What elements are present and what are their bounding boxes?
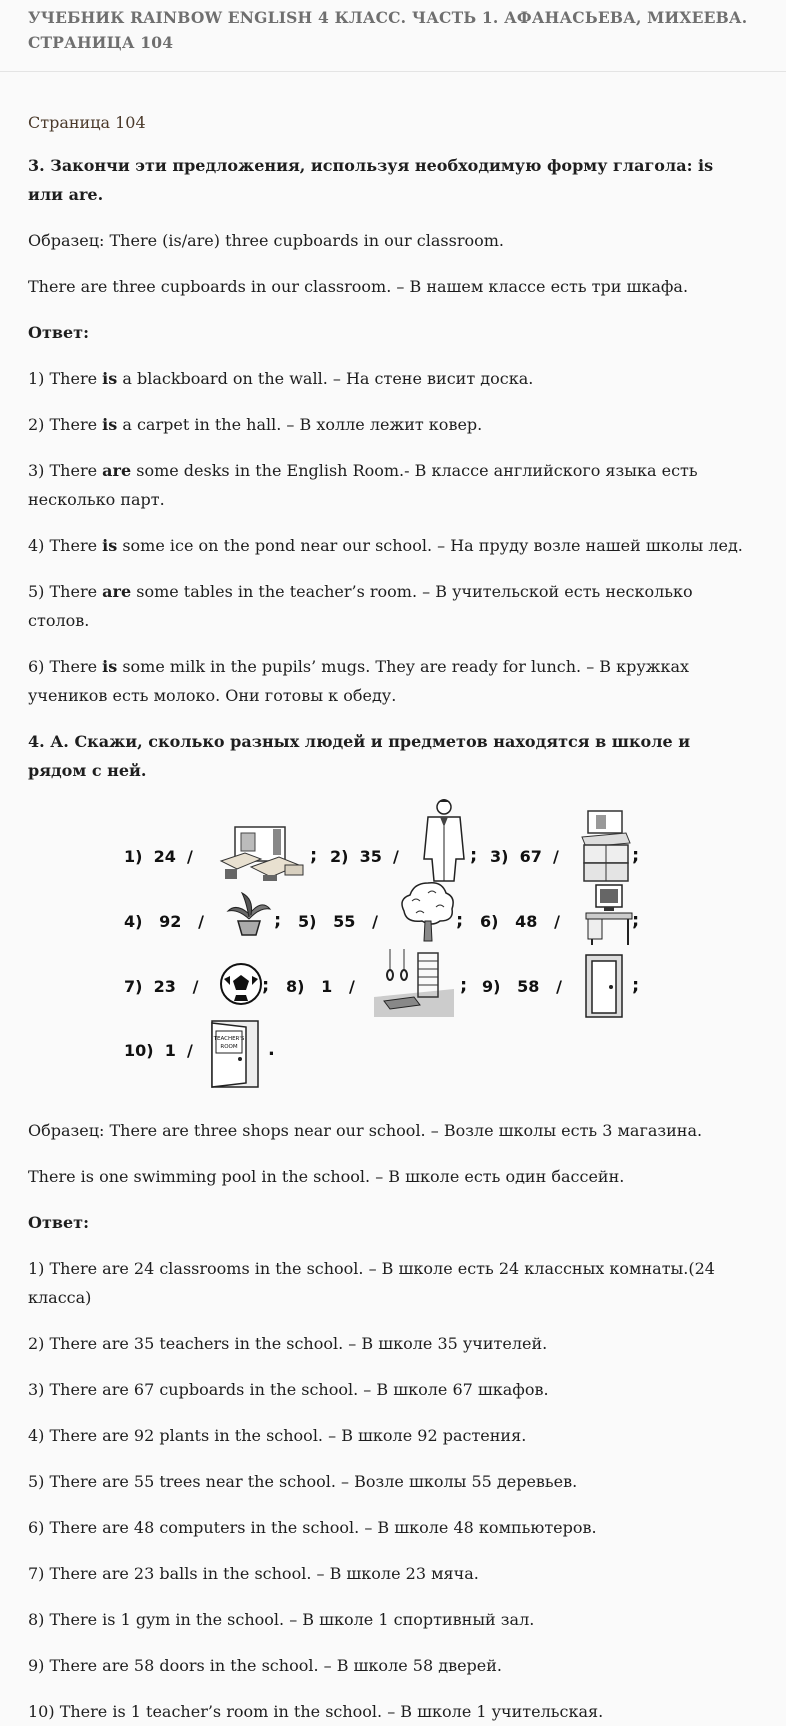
answer-verb: is	[102, 415, 118, 434]
answer-verb: are	[102, 582, 132, 601]
task3-sample: Образец: There (is/are) three cupboards in our classroom.	[28, 231, 504, 250]
task4-answer-item	[28, 1254, 758, 1312]
plant-icon	[224, 889, 274, 937]
answer-post: some tables in the teacher’s room. – В учительской есть несколько столов.	[28, 582, 693, 630]
task4-answer-item: 2) There are 35 teachers in the school. – В школе 35 учителей.	[28, 1334, 548, 1353]
task3-sample-answer: There are three cupboards in our classroom. – В нашем классе есть три шкафа.	[28, 277, 689, 296]
task4-answer-item: 9) There are 58 doors in the school. – В школе 58 дверей.	[28, 1656, 503, 1675]
task3-answer-item	[28, 652, 758, 710]
teacher-icon	[418, 797, 470, 885]
answer-pre: 4) There	[28, 536, 103, 555]
task3-title	[28, 151, 758, 209]
item-label: 4) 92 /	[124, 912, 204, 931]
item-label: 8) 1 /	[286, 977, 355, 996]
separator: ;	[632, 845, 640, 866]
answer-pre: 1) There	[28, 369, 103, 388]
item-label: 10) 1 /	[124, 1041, 193, 1060]
answer-pre: 5) There	[28, 582, 103, 601]
task4-sample: Образец: There are three shops near our school. – Возле школы есть 3 магазина.	[28, 1121, 703, 1140]
tree-icon	[398, 879, 458, 943]
separator: ;	[274, 910, 282, 931]
answer-verb: is	[102, 657, 118, 676]
item-label: 3) 67 /	[490, 847, 559, 866]
page-header	[0, 0, 786, 72]
task3-answer-item	[28, 577, 758, 635]
answer-post: a blackboard on the wall. – На стене висит доска.	[117, 369, 534, 388]
door-icon	[582, 953, 626, 1019]
separator: ;	[460, 975, 468, 996]
answer-line-1: 1) There are 24 classrooms in the school. – В школе есть 24 классных комнаты.(24	[28, 1259, 715, 1278]
task4-answer-item: 3) There are 67 cupboards in the school. – В школе 67 шкафов.	[28, 1380, 549, 1399]
task4-title	[28, 727, 758, 785]
article-content	[0, 72, 786, 1726]
answer-post: a carpet in the hall. – В холле лежит ковер.	[117, 415, 483, 434]
task4-answer-item: 5) There are 55 trees near the school. – Возле школы 55 деревьев.	[28, 1472, 578, 1491]
computer-icon	[584, 883, 634, 947]
task4-answer-item: 4) There are 92 plants in the school. – В школе 92 растения.	[28, 1426, 527, 1445]
separator: ;	[262, 975, 270, 996]
task4-answer-item: 8) There is 1 gym in the school. – В школе 1 спортивный зал.	[28, 1610, 535, 1629]
task4-answer-item: 10) There is 1 teacher’s room in the school. – В школе 1 учительская.	[28, 1702, 604, 1721]
separator: ;	[632, 975, 640, 996]
task3-answer-item	[28, 364, 758, 393]
header-title-line-2: СТРАНИЦА 104	[28, 33, 174, 52]
page-label: Страница 104	[28, 113, 146, 132]
answer-post: some desks in the English Room.- В классе английского языка есть	[131, 461, 698, 480]
task3-title-line-1: 3. Закончи эти предложения, используя необходимую форму глагола: is	[28, 156, 714, 175]
answer-pre: 3) There	[28, 461, 103, 480]
task4-answer-item: 6) There are 48 computers in the school. – В школе 48 компьютеров.	[28, 1518, 597, 1537]
answer-pre: 6) There	[28, 657, 103, 676]
answer-post-continued: несколько парт.	[28, 490, 165, 509]
item-label: 6) 48 /	[480, 912, 560, 931]
separator: .	[268, 1039, 275, 1060]
classroom-icon	[215, 821, 311, 883]
sign-text-2: ROOM	[220, 1044, 238, 1050]
teachers-room-icon	[206, 1019, 268, 1089]
task4-illustration	[0, 797, 786, 1099]
separator: ;	[456, 910, 464, 931]
answer-verb: are	[102, 461, 132, 480]
item-label: 2) 35 /	[330, 847, 399, 866]
item-label: 1) 24 /	[124, 847, 193, 866]
task4-answer-label: Ответ:	[28, 1213, 89, 1232]
answer-verb: is	[102, 369, 118, 388]
task4-sample-answer: There is one swimming pool in the school. – В школе есть один бассейн.	[28, 1167, 625, 1186]
answer-post: some ice on the pond near our school. – На пруду возле нашей школы лед.	[117, 536, 743, 555]
separator: ;	[470, 845, 478, 866]
item-label: 9) 58 /	[482, 977, 562, 996]
task4-title-line-1: 4. А. Скажи, сколько разных людей и предметов находятся в школе и	[28, 732, 691, 751]
task3-answer-item	[28, 531, 758, 560]
cupboard-icon	[578, 809, 634, 883]
answer-verb: is	[102, 536, 118, 555]
separator: ;	[632, 910, 640, 931]
task3-answer-label: Ответ:	[28, 323, 89, 342]
header-title-line-1: УЧЕБНИК RAINBOW ENGLISH 4 КЛАСС. ЧАСТЬ 1. АФАНАСЬЕВА, МИХЕЕВА.	[28, 8, 748, 27]
answer-line-2: класса)	[28, 1288, 92, 1307]
sign-text-1: TEACHER'S	[213, 1036, 245, 1042]
task4-title-line-2: рядом с ней.	[28, 761, 147, 780]
task3-answer-item	[28, 410, 758, 439]
answer-pre: 2) There	[28, 415, 103, 434]
gym-icon	[374, 949, 454, 1017]
task3-title-line-2: или are.	[28, 185, 104, 204]
answer-post-continued: учеников есть молоко. Они готовы к обеду.	[28, 686, 397, 705]
task3-answer-item	[28, 456, 758, 514]
separator: ;	[310, 845, 318, 866]
item-label: 7) 23 /	[124, 977, 199, 996]
task4-answer-item: 7) There are 23 balls in the school. – В школе 23 мяча.	[28, 1564, 479, 1583]
answer-post: some milk in the pupils’ mugs. They are ready for lunch. – В кружках	[117, 657, 690, 676]
item-label: 5) 55 /	[298, 912, 378, 931]
ball-icon	[218, 961, 264, 1007]
